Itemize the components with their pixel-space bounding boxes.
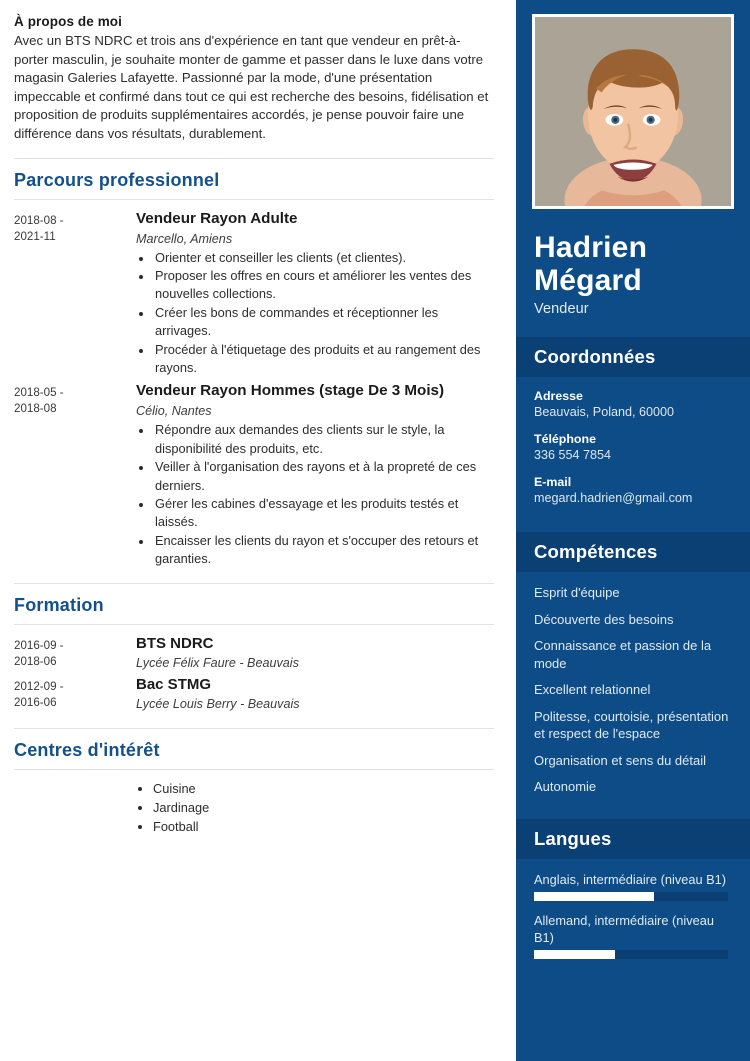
skill-item: Organisation et sens du détail (534, 752, 706, 768)
list-item: • Gérer les cabines d'essayage et les produits testés et laissés. (153, 495, 494, 532)
list-item: • Cuisine (153, 779, 494, 798)
divider (14, 769, 494, 770)
list-item: • Répondre aux demandes des clients sur le style, la disponibilité des produits, etc. (153, 421, 494, 458)
experience-heading: Parcours professionnel (14, 169, 220, 190)
first-name: Hadrien (534, 231, 648, 264)
list-item: • Créer les bons de commandes et réceptionner les arrivages. (153, 304, 494, 341)
page-title (534, 231, 732, 297)
entry-body (136, 634, 494, 673)
date-start: 2016-09 - (14, 638, 64, 652)
skill-item: Autonomie (534, 779, 597, 794)
contact-value: 336 554 7854 (534, 448, 612, 462)
contact-panel (516, 377, 750, 532)
skill-item: Découverte des besoins (534, 611, 674, 627)
interests-heading: Centres d'intérêt (14, 739, 160, 760)
job-role: Vendeur (534, 301, 589, 317)
contact-label: E-mail (534, 475, 572, 489)
divider (14, 158, 494, 159)
list-item: • Orienter et conseiller les clients (et clientes). (153, 249, 494, 267)
languages-heading: Langues (534, 827, 612, 849)
language-level-fill (534, 950, 615, 959)
school-name: Lycée Félix Faure - Beauvais (136, 655, 299, 670)
divider (14, 624, 494, 625)
entry-date-range (14, 381, 136, 568)
list-item: • Veiller à l'organisation des rayons et à la propreté de ces derniers. (153, 458, 494, 495)
education-entry (14, 675, 494, 714)
date-end: 2018-08 (14, 402, 57, 416)
contact-section-header (516, 337, 750, 377)
interests-section (14, 740, 494, 837)
entry-body (136, 209, 494, 378)
contact-row-address (534, 389, 732, 421)
entry-date-range (14, 675, 136, 714)
sidebar (516, 0, 750, 1061)
languages-panel (516, 859, 750, 984)
list-item: • Football (153, 817, 494, 836)
date-start: 2018-05 - (14, 386, 64, 400)
skill-item: Connaissance et passion de la mode (534, 638, 712, 671)
experience-entry (14, 209, 494, 378)
experience-section (14, 170, 494, 569)
job-bullet-list (153, 421, 494, 568)
language-name: Anglais, intermédiaire (niveau B1) (534, 871, 727, 887)
entry-date-range (14, 209, 136, 378)
avatar (532, 14, 734, 209)
about-section (14, 14, 494, 144)
list-item: • Jardinage (153, 798, 494, 817)
entry-date-range (14, 634, 136, 673)
contact-value[interactable]: megard.hadrien@gmail.com (534, 491, 693, 505)
contact-label: Téléphone (534, 432, 596, 446)
job-bullet-list (153, 249, 494, 378)
skills-section-header (516, 532, 750, 572)
school-name: Lycée Louis Berry - Beauvais (136, 696, 300, 711)
job-title: Vendeur Rayon Adulte (136, 209, 298, 227)
job-company: Célio, Nantes (136, 404, 212, 419)
language-level-track (534, 892, 728, 901)
languages-section-header (516, 819, 750, 859)
language-level-track (534, 950, 728, 959)
about-text: Avec un BTS NDRC et trois ans d'expérience en tant que vendeur en prêt-à-porter masculin, je souhaite monter de gamme et passer dans le luxe dans votre magasin Galeries Lafayette. Passionné par la mode, d'une présentation impeccable et confirmé dans tout ce qui est recherche des besoins, fidélisation et proposition de produits supplémentaires accordés, je pense pouvoir faire une différence dans vos résultats, durablement. (14, 33, 489, 141)
job-title: Vendeur Rayon Hommes (stage De 3 Mois) (136, 382, 445, 400)
interests-list (153, 779, 494, 837)
contact-value: Beauvais, Poland, 60000 (534, 405, 675, 419)
date-start: 2018-08 - (14, 213, 64, 227)
job-company: Marcello, Amiens (136, 231, 233, 246)
skill-item: Excellent relationnel (534, 682, 651, 697)
skill-item: Esprit d'équipe (534, 585, 620, 600)
contact-label: Adresse (534, 389, 583, 403)
divider (14, 728, 494, 729)
education-section (14, 595, 494, 714)
list-item: • Proposer les offres en cours et améliorer les ventes des nouvelles collections. (153, 267, 494, 304)
portrait-photo-icon (535, 17, 731, 206)
degree-title: Bac STMG (136, 675, 212, 693)
contact-heading: Coordonnées (534, 346, 656, 367)
language-item (534, 912, 732, 959)
about-title: À propos de moi (14, 14, 123, 29)
language-name: Allemand, intermédiaire (niveau B1) (534, 912, 714, 945)
skills-heading: Compétences (534, 541, 658, 562)
language-item (534, 871, 732, 901)
date-start: 2012-09 - (14, 679, 64, 693)
date-end: 2018-06 (14, 654, 57, 668)
name-block (516, 225, 750, 337)
skill-item: Politesse, courtoisie, présentation et respect de l'espace (534, 708, 729, 741)
date-end: 2016-06 (14, 695, 57, 709)
divider (14, 199, 494, 200)
education-heading: Formation (14, 594, 104, 615)
list-item: • Procéder à l'étiquetage des produits et au rangement des rayons. (153, 341, 494, 378)
experience-entry (14, 381, 494, 568)
skills-panel (516, 572, 750, 819)
contact-row-phone (534, 432, 732, 464)
entry-body (136, 675, 494, 714)
contact-row-email (534, 475, 732, 507)
degree-title: BTS NDRC (136, 634, 214, 652)
education-entry (14, 634, 494, 673)
language-level-fill (534, 892, 654, 901)
date-end: 2021-11 (14, 229, 56, 243)
photo-container (516, 0, 750, 225)
divider (14, 583, 494, 584)
list-item: • Encaisser les clients du rayon et s'occuper des retours et garanties. (153, 532, 494, 569)
last-name: Mégard (534, 264, 642, 297)
entry-body (136, 381, 494, 568)
